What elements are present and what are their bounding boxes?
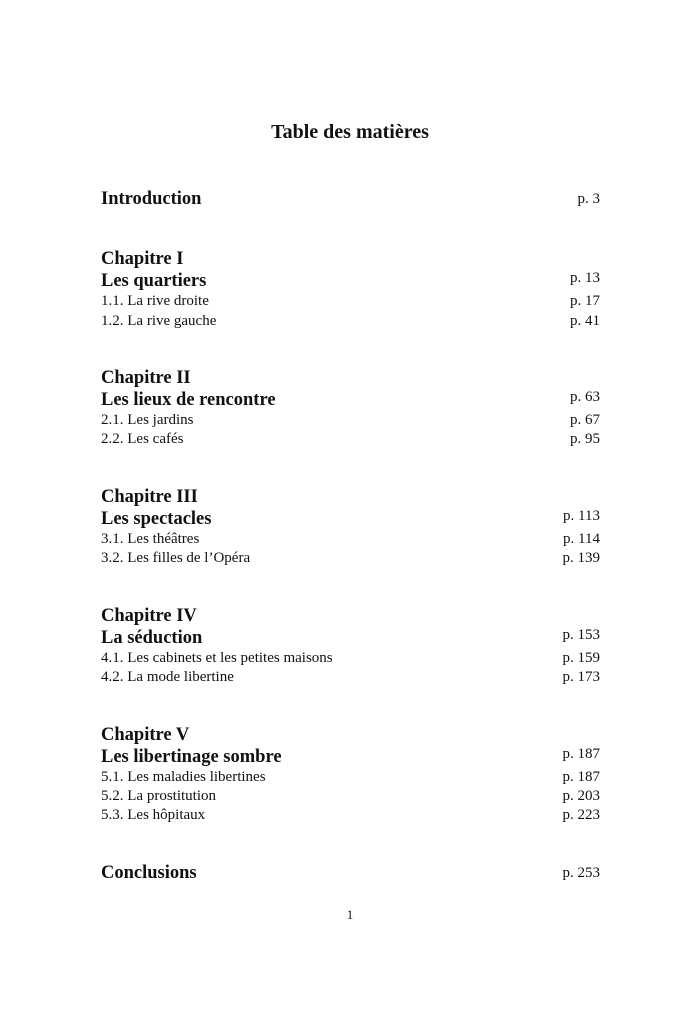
page-number: 1 [346,907,354,922]
entry-label: 4.2. La mode libertine [101,669,234,685]
entry-page: p. 113 [563,508,600,524]
entry-label: Introduction [101,189,202,209]
entry-label: Les lieux de rencontre [101,390,276,410]
entry-label: 3.1. Les théâtres [101,531,200,547]
entry-label: 5.3. Les hôpitaux [101,807,206,823]
toc-entry-chapter-3[interactable] [101,508,600,530]
entry-page: p. 223 [562,807,600,823]
entry-page: p. 63 [570,389,600,405]
entry-page: p. 139 [562,550,600,566]
entry-label: 1.2. La rive gauche [101,313,217,329]
entry-page: p. 173 [562,669,600,685]
toc-entry-chapter-5[interactable] [101,746,600,768]
entry-page: p. 187 [562,746,600,762]
entry-page: p. 95 [570,431,600,447]
entry-page: p. 67 [570,412,600,428]
toc-entry-chapter-1[interactable] [101,270,600,292]
toc-entry-conclusions[interactable] [101,862,600,884]
chapter-4-heading: Chapitre IV [101,606,197,626]
entry-label: 2.1. Les jardins [101,412,194,428]
entry-page: p. 153 [562,627,600,643]
toc-entry-introduction[interactable] [101,188,600,210]
entry-page: p. 159 [562,650,600,666]
entry-label: Conclusions [101,863,197,883]
toc-entry-1-1[interactable] [101,291,600,313]
toc-entry-3-2[interactable] [101,548,600,570]
entry-label: La séduction [101,628,203,648]
toc-entry-4-2[interactable] [101,667,600,689]
entry-label: Les spectacles [101,509,212,529]
entry-label: 1.1. La rive droite [101,293,209,309]
entry-page: p. 187 [562,769,600,785]
entry-page: p. 203 [562,788,600,804]
entry-page: p. 3 [577,191,600,207]
entry-label: 5.2. La prostitution [101,788,216,804]
page-title: Table des matières [271,121,429,143]
entry-page: p. 41 [570,313,600,329]
toc-entry-chapter-4[interactable] [101,627,600,649]
toc-entry-chapter-2[interactable] [101,389,600,411]
entry-label: Les libertinage sombre [101,747,282,767]
entry-label: 5.1. Les maladies libertines [101,769,266,785]
toc-entry-5-3[interactable] [101,805,600,827]
chapter-5-heading: Chapitre V [101,725,190,745]
entry-label: 4.1. Les cabinets et les petites maisons [101,650,333,666]
chapter-1-heading: Chapitre I [101,249,184,269]
entry-page: p. 17 [570,293,600,309]
entry-page: p. 13 [570,270,600,286]
chapter-3-heading: Chapitre III [101,487,198,507]
entry-label: 2.2. Les cafés [101,431,184,447]
toc-entry-1-2[interactable] [101,311,600,333]
entry-page: p. 253 [562,865,600,881]
chapter-2-heading: Chapitre II [101,368,191,388]
entry-page: p. 114 [563,531,600,547]
entry-label: 3.2. Les filles de l’Opéra [101,550,251,566]
toc-entry-2-2[interactable] [101,429,600,451]
entry-label: Les quartiers [101,271,207,291]
